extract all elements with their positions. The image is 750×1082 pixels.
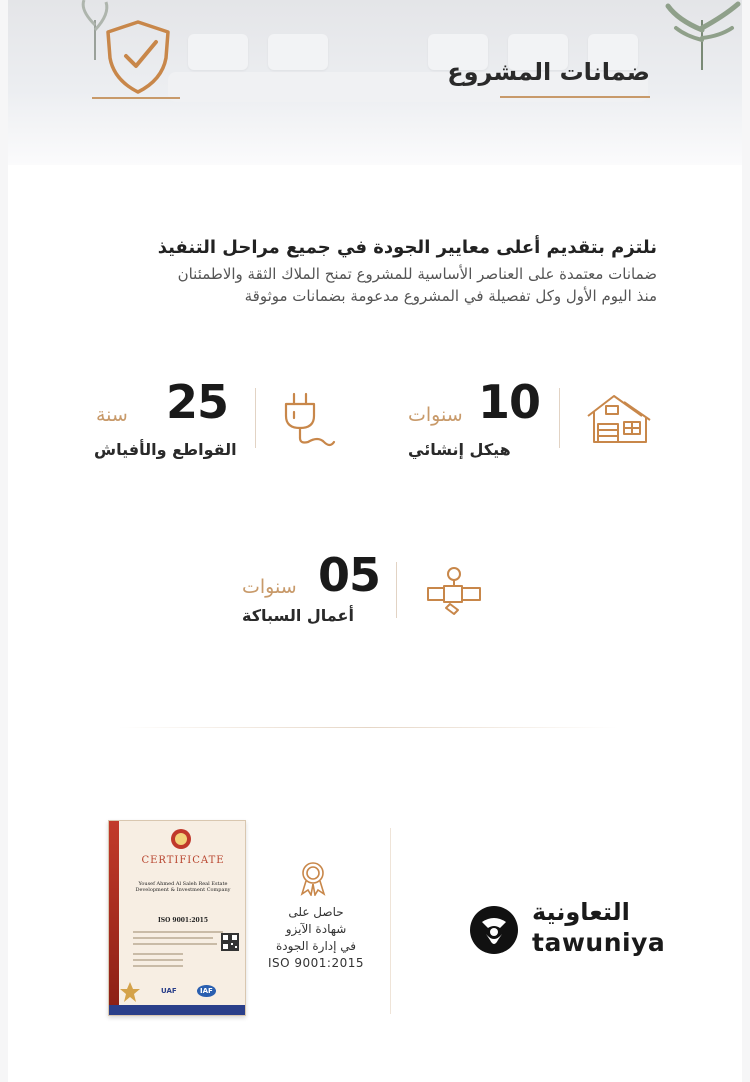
iso-note-standard: ISO 9001:2015 [267,956,365,970]
iso-note-line-3: في إدارة الجودة [275,939,357,953]
intro-lead: نلتزم بتقديم أعلى معايير الجودة في جميع مراحل التنفيذ [157,237,657,258]
guarantee-label: القواطع والأفياش [94,440,237,459]
iso-certificate-image [108,820,246,1016]
guarantee-unit: سنوات [242,576,297,598]
hero-accent-line-left [92,97,180,99]
uaf-badge: UAF [161,987,177,995]
guarantee-label: هيكل إنشائي [408,440,511,459]
certificate-heading: CERTIFICATE [141,855,225,866]
house-icon [584,392,654,446]
guarantee-label: أعمال السباكة [242,606,354,625]
page-title: ضمانات المشروع [447,58,650,86]
tawuniya-logo-icon [468,904,520,956]
section-divider [118,727,618,728]
iso-note [254,904,378,972]
guarantee-number: 25 [166,375,229,429]
iaf-badge: IAF [197,985,216,997]
certificate-company: Yousef Ahmed Al Saleh Real Estate Development & Investment Company [135,881,231,893]
iso-note-line-2: شهادة الآيزو [285,922,347,936]
intro-line-2: منذ اليوم الأول وكل تفصيلة في المشروع مدعومة بضمانات موثوقة [244,287,657,305]
hero-banner [8,0,742,165]
guarantee-unit: سنوات [408,404,463,426]
shield-check-icon [92,10,184,96]
award-ribbon-icon [296,860,330,896]
partner-name-english: tawuniya [532,928,666,957]
stat-divider [559,388,560,448]
stat-divider [396,562,397,618]
star-icon [119,981,141,1003]
intro-text [57,233,657,307]
guarantee-number: 05 [318,548,381,602]
pipe-icon [426,566,482,616]
guarantee-number: 10 [478,375,541,429]
plug-icon [278,390,338,448]
qr-code-icon [221,933,239,951]
guarantee-unit: سنة [96,404,128,426]
certificate-seal-icon [169,827,193,851]
intro-line-1: ضمانات معتمدة على العناصر الأساسية للمشروع تمنح الملاك الثقة والاطمئنان [177,265,657,283]
plant-right-image [658,0,742,70]
stat-divider [255,388,256,448]
partner-divider [390,828,391,1014]
hero-accent-line-right [500,96,650,98]
partner-name-arabic: التعاونية [532,898,630,926]
iso-note-line-1: حاصل على [288,905,344,919]
page [8,0,742,1082]
certificate-standard: ISO 9001:2015 [157,917,209,924]
